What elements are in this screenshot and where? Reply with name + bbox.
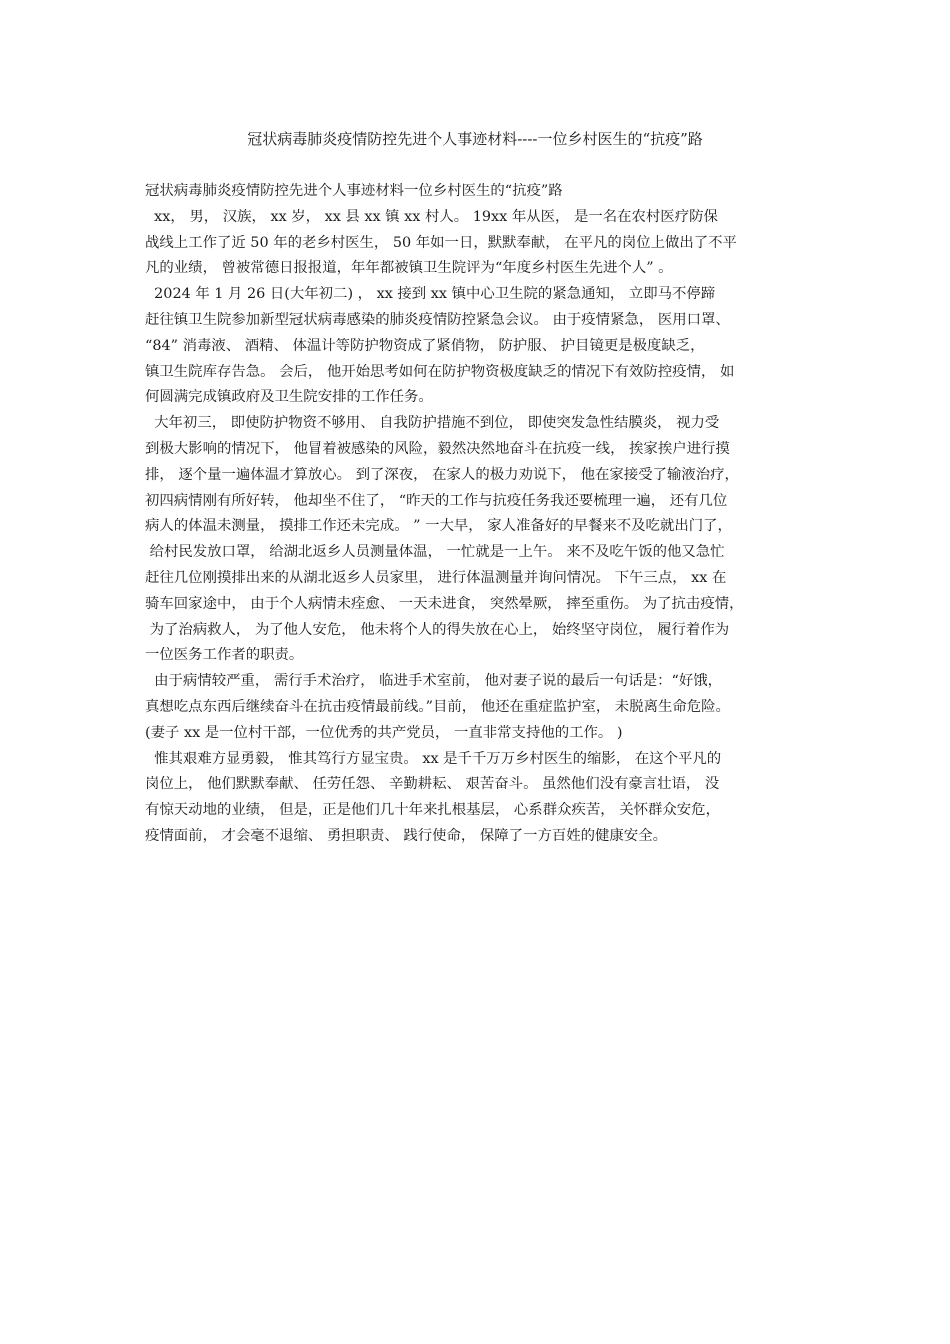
body-line: 到极大影响的情况下， 他冒着被感染的风险，毅然决然地奋斗在抗疫一线， 挨家挨户进行摸 xyxy=(145,440,730,457)
body-line: 冠状病毒肺炎疫情防控先进个人事迹材料一位乡村医生的“抗疫”路 xyxy=(145,183,563,199)
body-line: (妻子 xx 是一位村干部，一位优秀的共产党员， 一直非常支持他的工作。 ) xyxy=(145,724,623,741)
body-line: 给村民发放口罩， 给湖北返乡人员测量体温， 一忙就是一上午。 来不及吃午饭的他又急忙 xyxy=(145,544,725,561)
body-line: 大年初三， 即使防护物资不够用、 自我防护措施不到位， 即使突发急性结膜炎， 视力受 xyxy=(145,415,720,432)
body-line: 凡的业绩， 曾被常德日报报道，年年都被镇卫生院评为“年度乡村医生先进个人” 。 xyxy=(145,260,673,277)
body-line: 病人的体温未测量， 摸排工作还未完成。 ” 一大早， 家人准备好的早餐来不及吃就出门了， xyxy=(145,518,732,535)
body-line: 疫情面前， 才会毫不退缩、 勇担职责、 践行使命， 保障了一方百姓的健康安全。 xyxy=(145,827,667,844)
body-line: 真想吃点东西后继续奋斗在抗击疫情最前线。”目前， 他还在重症监护室， 未脱离生命危险。 xyxy=(145,698,730,715)
body-line: 排， 逐个量一遍体温才算放心。 到了深夜， 在家人的极力劝说下， 他在家接受了输液治疗， xyxy=(145,466,739,483)
body-line: “84” 消毒液、 酒精、 体温计等防护物资成了紧俏物， 防护服、 护目镜更是极度缺乏， xyxy=(145,337,705,354)
body-line: 镇卫生院库存告急。 会后， 他开始思考如何在防护物资极度缺乏的情况下有效防控疫情， 如 xyxy=(145,363,735,380)
document-body xyxy=(145,179,810,850)
body-line: 由于病情较严重， 需行手术治疗， 临进手术室前， 他对妻子说的最后一句话是：“好饿， xyxy=(145,673,723,690)
body-line: 2024 年 1 月 26 日(大年初二) ， xx 接到 xx 镇中心卫生院的紧急通知， 立即马不停蹄 xyxy=(145,286,716,303)
body-line: 初四病情刚有所好转， 他却坐不住了， “昨天的工作与抗疫任务我还要梳理一遍， 还有几位 xyxy=(145,492,728,509)
body-line: 战线上工作了近 50 年的老乡村医生， 50 年如一日，默默奉献， 在平凡的岗位上做出了不平 xyxy=(145,234,737,251)
body-line: 有惊天动地的业绩， 但是，正是他们几十年来扎根基层， 心系群众疾苦， 关怀群众安危， xyxy=(145,802,720,819)
body-line: 赶往几位刚摸排出来的从湖北返乡人员家里， 进行体温测量并询问情况。 下午三点， xx 在 xyxy=(145,569,727,586)
body-line: 骑车回家途中， 由于个人病情未痊愈、 一天未进食， 突然晕厥， 摔至重伤。 为了抗击疫情， xyxy=(145,595,744,612)
body-line: 为了治病救人， 为了他人安危， 他未将个人的得失放在心上， 始终坚守岗位， 履行着作为 xyxy=(145,621,730,638)
body-line: 岗位上， 他们默默奉献、 任劳任怨、 辛勤耕耘、 艰苦奋斗。 虽然他们没有豪言壮语， 没 xyxy=(145,776,720,793)
document-title: 冠状病毒肺炎疫情防控先进个人事迹材料----一位乡村医生的“抗疫”路 xyxy=(247,130,703,148)
body-line: xx， 男， 汉族， xx 岁， xx 县 xx 镇 xx 村人。 19xx 年从医， 是一名在农村医疗防保 xyxy=(145,208,718,225)
body-line: 惟其艰难方显勇毅， 惟其笃行方显宝贵。 xx 是千千万万乡村医生的缩影， 在这个平凡的 xyxy=(145,750,722,767)
body-line: 赶往镇卫生院参加新型冠状病毒感染的肺炎疫情防控紧急会议。 由于疫情紧急， 医用口罩、 xyxy=(145,311,730,328)
body-line: 一位医务工作者的职责。 xyxy=(145,647,304,664)
body-line: 何圆满完成镇政府及卫生院安排的工作任务。 xyxy=(145,389,433,406)
